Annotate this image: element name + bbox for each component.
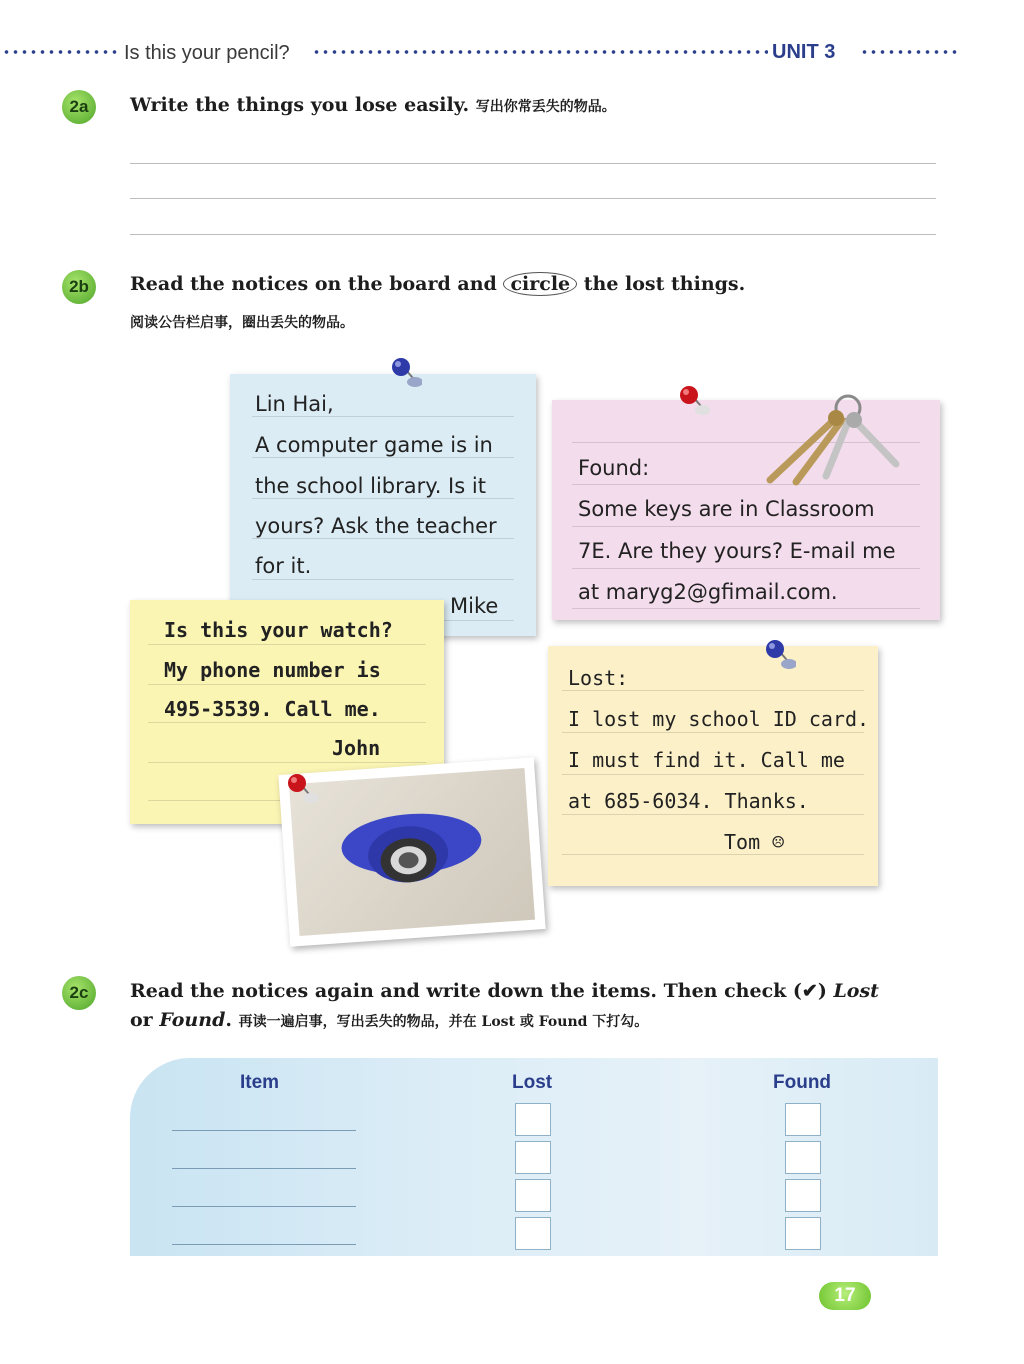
pushpin-icon [762,636,796,670]
pushpin-icon [284,770,318,804]
unit-label: UNIT 3 [772,41,836,63]
note-rule [252,457,514,458]
mary-line-2: Some keys are in Classroom [578,497,875,521]
item-answer-line[interactable] [172,1130,356,1131]
instruction-2c-lost: Lost [833,980,879,1002]
instruction-2a [130,94,616,116]
john-signature: John [332,736,381,760]
keys-icon [756,388,906,488]
notice-mike [230,374,536,636]
lost-checkbox[interactable] [515,1141,551,1174]
john-line-3: 495-3539. Call me. [164,697,381,721]
section-badge-2a: 2a [62,90,96,124]
mike-line-2: A computer game is in [255,433,493,457]
page-number: 17 [819,1282,871,1310]
note-rule [148,684,426,685]
found-checkbox[interactable] [785,1217,821,1250]
instruction-2b [130,272,745,296]
john-line-1: Is this your watch? [164,618,393,642]
mike-signature: Mike [450,594,499,618]
tom-line-1: Lost: [568,666,629,690]
check-mark-icon: ✔ [801,980,818,1002]
header-dots-right [860,48,960,56]
mary-line-4: at maryg2@gfimail.com. [578,580,838,604]
tom-line-2: I lost my school ID card. [568,707,870,731]
notice-id-card [548,646,878,886]
note-rule [562,690,864,691]
note-rule [252,579,514,580]
mike-line-4: yours? Ask the teacher [255,514,497,538]
note-rule [562,732,864,733]
item-answer-line[interactable] [172,1206,356,1207]
lost-checkbox[interactable] [515,1217,551,1250]
mike-line-3: the school library. Is it [255,474,486,498]
note-rule [572,568,920,569]
column-header-found: Found [773,1072,832,1093]
instruction-2b-part1: Read the notices on the board and [130,273,497,295]
found-checkbox[interactable] [785,1179,821,1212]
mary-line-3: 7E. Are they yours? E-mail me [578,539,896,563]
note-rule [148,644,426,645]
found-checkbox[interactable] [785,1103,821,1136]
mary-line-1: Found: [578,456,650,480]
item-answer-line[interactable] [172,1244,356,1245]
section-badge-2c: 2c [62,976,96,1010]
note-rule [252,498,514,499]
instruction-2c-zh: 再读一遍启事，写出丢失的物品，并在 Lost 或 Found 下打勾。 [238,1014,649,1030]
item-answer-line[interactable] [172,1168,356,1169]
circled-word: circle [503,272,577,296]
note-rule [572,608,920,609]
watch-photo [278,757,545,946]
mike-line-1: Lin Hai, [255,392,334,416]
mike-line-5: for it. [255,554,312,578]
instruction-2c-found: Found [159,1009,226,1031]
header-dots-left [2,48,118,56]
tom-line-3: I must find it. Call me [568,748,845,772]
found-checkbox[interactable] [785,1141,821,1174]
column-header-item: Item [240,1072,280,1093]
header-dots-middle [312,48,768,56]
tom-signature: Tom ☹ [724,830,785,854]
instruction-2c-line2 [130,1009,648,1031]
note-rule [562,774,864,775]
instruction-2c-text: Read the notices again and write down the items. Then check ( [130,980,802,1002]
instruction-2a-zh: 写出你常丢失的物品。 [475,99,616,115]
john-line-2: My phone number is [164,658,381,682]
note-rule [148,762,426,763]
note-rule [148,722,426,723]
page-header [0,40,1024,70]
instruction-2b-zh: 阅读公告栏启事，圈出丢失的物品。 [130,315,354,331]
note-rule [562,814,864,815]
instruction-2c-or: or [130,1009,160,1031]
writing-line-3[interactable] [130,234,936,235]
note-rule [252,416,514,417]
note-rule [252,538,514,539]
instruction-2c-paren: ) [817,980,834,1002]
lesson-title: Is this your pencil? [124,42,290,64]
instruction-2c-dot: . [225,1009,232,1031]
watch-icon [328,783,496,914]
instruction-2b-part2: the lost things. [583,273,746,295]
instruction-2a-en: Write the things you lose easily. [130,94,470,116]
pushpin-icon [676,382,710,416]
pushpin-icon [388,354,422,388]
column-header-lost: Lost [512,1072,553,1093]
lost-checkbox[interactable] [515,1103,551,1136]
writing-line-1[interactable] [130,163,936,164]
writing-line-2[interactable] [130,198,936,199]
note-rule [572,526,920,527]
instruction-2c-line1 [130,980,879,1002]
section-badge-2b: 2b [62,270,96,304]
tom-line-4: at 685-6034. Thanks. [568,789,809,813]
lost-checkbox[interactable] [515,1179,551,1212]
note-rule [562,854,864,855]
